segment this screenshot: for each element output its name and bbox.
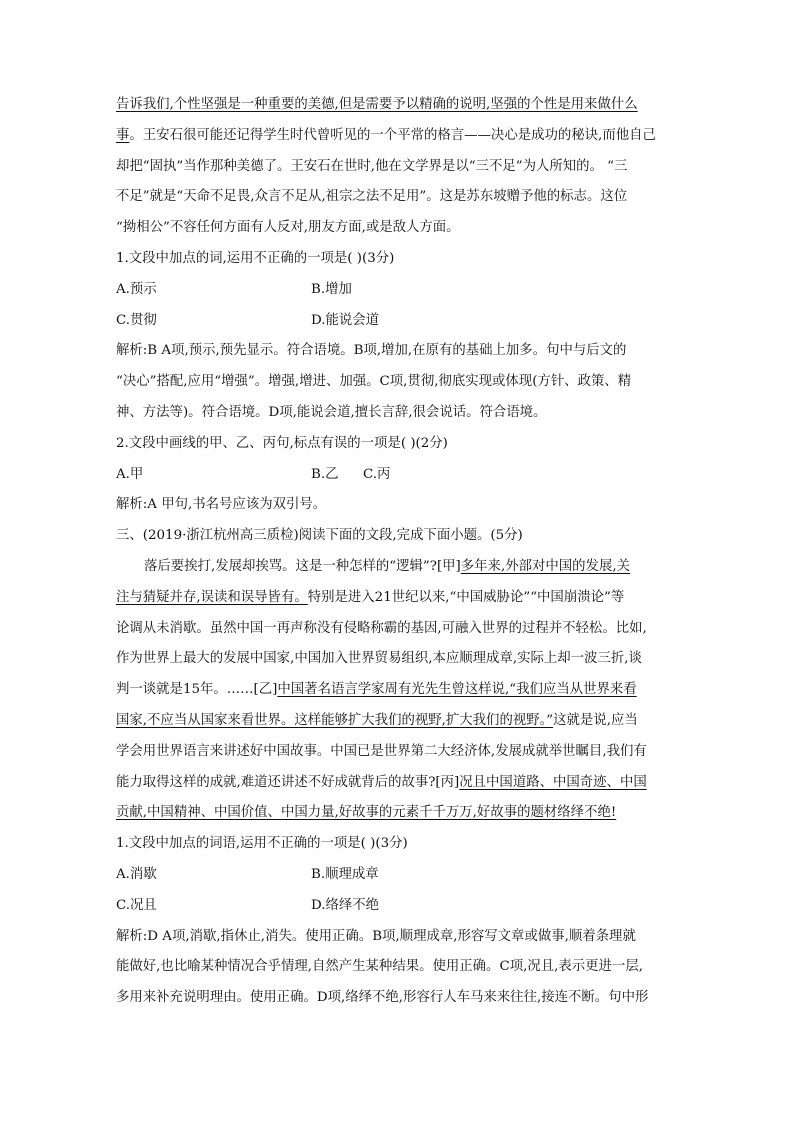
passage-line: [116, 589, 682, 606]
option-a: A.消歇: [116, 866, 157, 882]
passage-text: 。王安石很可能还记得学生时代曾听见的一个平常的格言——决心是成功的秘诀,而他自己: [129, 127, 656, 143]
option-b: B.乙: [311, 466, 339, 482]
option-row: [116, 866, 682, 883]
passage-text: 落后要挨打,发展却挨骂。这是一种怎样的“逻辑”?[甲]: [144, 558, 461, 574]
underlined-sentence-bing: 况且中国道路、中国奇迹、中国: [459, 774, 647, 790]
passage-text: 判一谈就是15年。……[乙]: [116, 682, 278, 698]
passage-line: [116, 127, 682, 144]
answer-analysis: 解析:A 甲句,书名号应该为双引号。: [116, 497, 327, 513]
underlined-sentence: 事: [116, 127, 130, 143]
passage-line: [116, 804, 682, 821]
passage-line: [116, 712, 682, 729]
option-a: A.甲: [116, 466, 144, 482]
underlined-sentence-jia: 多年来,外部对中国的发展,关: [460, 558, 630, 574]
passage-line: [116, 96, 682, 113]
passage-text: 特别是进入21世纪以来,“中国威胁论”“中国崩溃论”等: [307, 589, 625, 605]
document-page: [116, 96, 682, 1020]
underlined-sentence-yi: 中国著名语言学家周有光先生曾这样说,“我们应当从世界来看: [277, 682, 637, 698]
answer-analysis: 神、方法等)。符合语境。D项,能说会道,擅长言辞,很会说话。符合语境。: [116, 404, 547, 420]
underlined-sentence-bing: 贡献,中国精神、中国价值、中国力量,好故事的元素千千万万,好故事的题材络绎不绝!: [116, 805, 617, 821]
passage-line: [116, 774, 682, 791]
passage-line: “拗相公”不容任何方面有人反对,朋友方面,或是敌人方面。: [116, 220, 460, 236]
passage-line: 论调从未消歇。虽然中国一再声称没有侵略称霸的基因,可融入世界的过程并不轻松。比如,: [116, 620, 647, 636]
underlined-sentence-jia: 注与猜疑并存,误读和误导皆有。: [116, 589, 308, 605]
passage-line: 作为世界上最大的发展中国家,中国加入世界贸易组织,本应顺理成章,实际上却一波三折,谈: [116, 651, 642, 667]
answer-analysis: 解析:B A项,预示,预先显示。符合语境。B项,增加,在原有的基础上加多。句中与后文的: [116, 343, 627, 359]
passage-line: [116, 681, 682, 698]
passage-line: 却把“固执”当作那种美德了。王安石在世时,他在文学界是以“三不足”为人所知的。 “三: [116, 158, 628, 174]
passage-line: [116, 558, 682, 575]
question-stem: 1.文段中加点的词语,运用不正确的一项是( )(3分): [116, 836, 408, 852]
answer-analysis: 能做好,也比喻某种情况合乎情理,自然产生某种结果。使用正确。C项,况且,表示更进一层,: [116, 959, 643, 975]
option-c: C.况且: [116, 897, 157, 913]
question-stem: 2.文段中画线的甲、乙、丙句,标点有误的一项是( )(2分): [116, 435, 448, 451]
option-row: [116, 281, 682, 298]
option-a: A.预示: [116, 281, 157, 297]
option-b: B.顺理成章: [311, 866, 379, 882]
underlined-sentence: 告诉我们,个性坚强是一种重要的美德,但是需要予以精确的说明,坚强的个性是用来做什么: [116, 97, 638, 112]
passage-text: 这就是说,应当: [553, 712, 638, 728]
option-b: B.增加: [311, 281, 352, 297]
answer-analysis: “决心”搭配,应用“增强”。增强,增进、加强。C项,贯彻,彻底实现或体现(方针、政策、精: [116, 374, 632, 390]
answer-analysis: 解析:D A项,消歇,指休止,消失。使用正确。B项,顺理成章,形容写文章或做事,顺着条理就: [116, 928, 636, 944]
option-row: [116, 466, 682, 483]
passage-text: 能力取得这样的成就,难道还讲述不好成就背后的故事?[丙]: [116, 774, 460, 790]
underlined-sentence-yi: 国家,不应当从国家来看世界。这样能够扩大我们的视野,扩大我们的视野。”: [116, 712, 554, 728]
passage-line: 学会用世界语言来讲述好中国故事。中国已是世界第二大经济体,发展成就举世瞩目,我们有: [116, 743, 647, 759]
option-row: [116, 897, 682, 914]
option-c: C.贯彻: [116, 312, 157, 328]
option-d: D.络绎不绝: [311, 897, 380, 913]
answer-analysis: 多用来补充说明理由。使用正确。D项,络绎不绝,形容行人车马来来往往,接连不断。句中形: [116, 990, 649, 1006]
option-d: D.能说会道: [311, 312, 380, 328]
option-row: [116, 312, 682, 329]
passage-line: 不足”就是“天命不足畏,众言不足从,祖宗之法不足用”。这是苏东坡赠予他的标志。这位: [116, 189, 628, 205]
section-heading: 三、(2019·浙江杭州高三质检)阅读下面的文段,完成下面小题。(5分): [116, 528, 523, 544]
question-stem: 1.文段中加点的词,运用不正确的一项是( )(3分): [116, 250, 395, 266]
option-c: C.丙: [363, 466, 391, 482]
